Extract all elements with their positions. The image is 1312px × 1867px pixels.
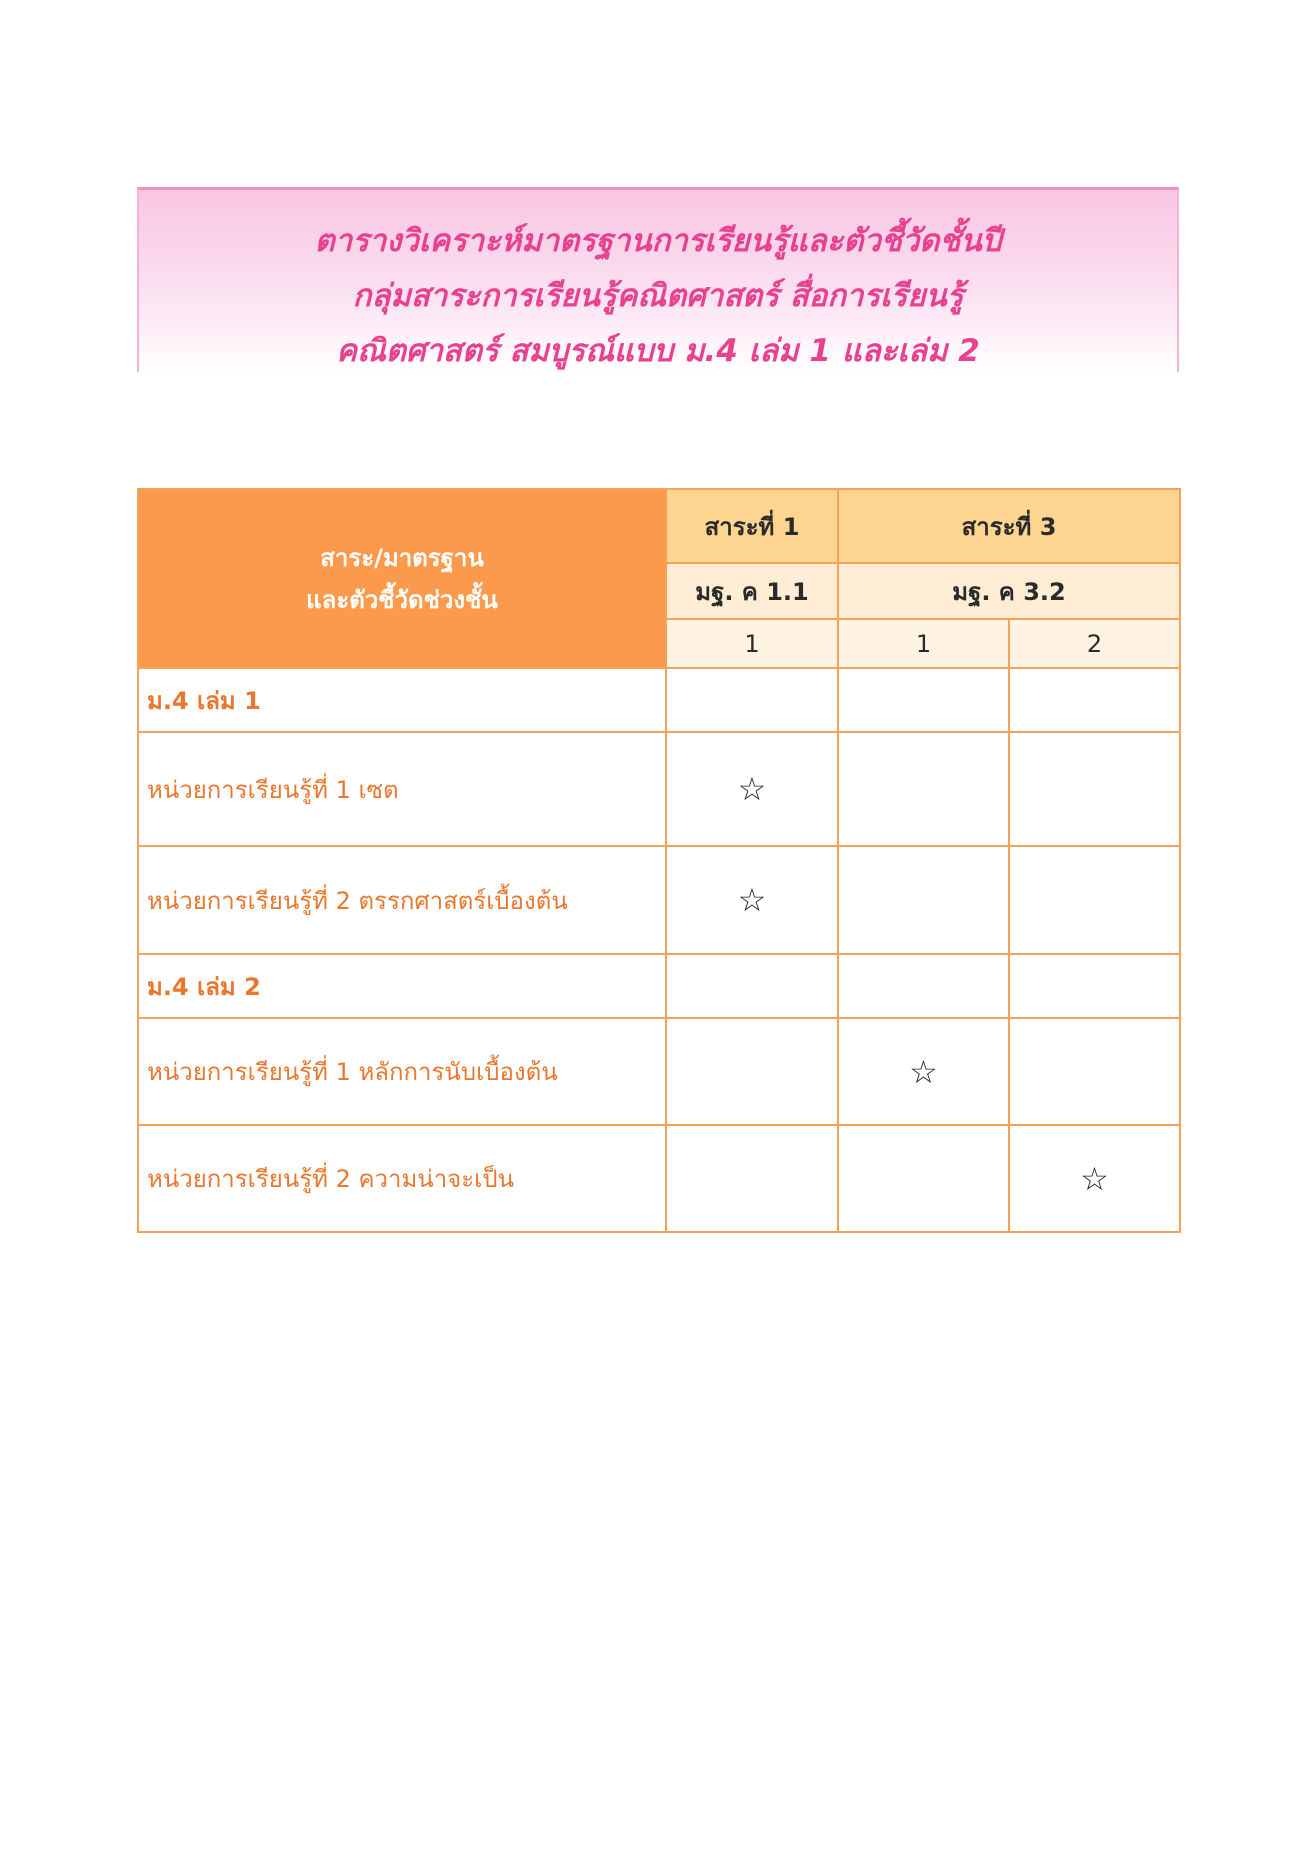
mark-cell xyxy=(838,732,1009,846)
row-label: หน่วยการเรียนรู้ที่ 1 เซต xyxy=(138,732,666,846)
star-icon: ☆ xyxy=(909,1052,938,1091)
mark-cell xyxy=(838,1125,1009,1232)
row-label: หน่วยการเรียนรู้ที่ 2 ความน่าจะเป็น xyxy=(138,1125,666,1232)
mark-cell xyxy=(838,954,1009,1018)
table-row xyxy=(138,1018,1180,1125)
title-line-3: คณิตศาสตร์ สมบูรณ์แบบ ม.4 เล่ม 1 และเล่ม 2 xyxy=(336,333,980,369)
corner-header-line-1: สาระ/มาตรฐาน xyxy=(320,543,484,572)
mark-cell xyxy=(666,732,838,846)
mark-cell xyxy=(1009,954,1180,1018)
table-row xyxy=(138,954,1180,1018)
title-line-1: ตารางวิเคราะห์มาตรฐานการเรียนรู้และตัวชี้วัดชั้นปี xyxy=(314,223,1002,259)
mark-cell xyxy=(666,1018,838,1125)
standard-1-1-header: มฐ. ค 1.1 xyxy=(666,563,838,619)
row-label: ม.4 เล่ม 1 xyxy=(138,668,666,732)
indicator-header-3: 2 xyxy=(1009,619,1180,668)
table-row xyxy=(138,732,1180,846)
strand-1-header: สาระที่ 1 xyxy=(666,489,838,563)
row-label: ม.4 เล่ม 2 xyxy=(138,954,666,1018)
table-row xyxy=(138,668,1180,732)
title-line-2: กลุ่มสาระการเรียนรู้คณิตศาสตร์ สื่อการเรียนรู้ xyxy=(352,278,964,314)
table-row xyxy=(138,1125,1180,1232)
mark-cell xyxy=(838,846,1009,954)
mark-cell xyxy=(838,668,1009,732)
header-row-strands xyxy=(138,489,1180,563)
row-label: หน่วยการเรียนรู้ที่ 1 หลักการนับเบื้องต้น xyxy=(138,1018,666,1125)
mark-cell xyxy=(1009,1125,1180,1232)
indicator-header-2: 1 xyxy=(838,619,1009,668)
table-row xyxy=(138,846,1180,954)
mark-cell xyxy=(666,954,838,1018)
star-icon: ☆ xyxy=(737,881,767,919)
mark-cell xyxy=(666,668,838,732)
indicator-header-1: 1 xyxy=(666,619,838,668)
mark-cell xyxy=(1009,668,1180,732)
title-banner xyxy=(137,187,1179,372)
strand-3-header: สาระที่ 3 xyxy=(838,489,1180,563)
mark-cell xyxy=(1009,846,1180,954)
standards-analysis-table xyxy=(137,488,1181,1233)
standard-3-2-header: มฐ. ค 3.2 xyxy=(838,563,1180,619)
star-icon: ☆ xyxy=(737,770,767,808)
star-icon: ☆ xyxy=(1080,1159,1109,1198)
mark-cell xyxy=(838,1018,1009,1125)
corner-header xyxy=(138,489,666,668)
mark-cell xyxy=(666,1125,838,1232)
mark-cell xyxy=(1009,1018,1180,1125)
row-label: หน่วยการเรียนรู้ที่ 2 ตรรกศาสตร์เบื้องต้น xyxy=(138,846,666,954)
mark-cell xyxy=(1009,732,1180,846)
corner-header-line-2: และตัวชี้วัดช่วงชั้น xyxy=(306,585,498,614)
mark-cell xyxy=(666,846,838,954)
